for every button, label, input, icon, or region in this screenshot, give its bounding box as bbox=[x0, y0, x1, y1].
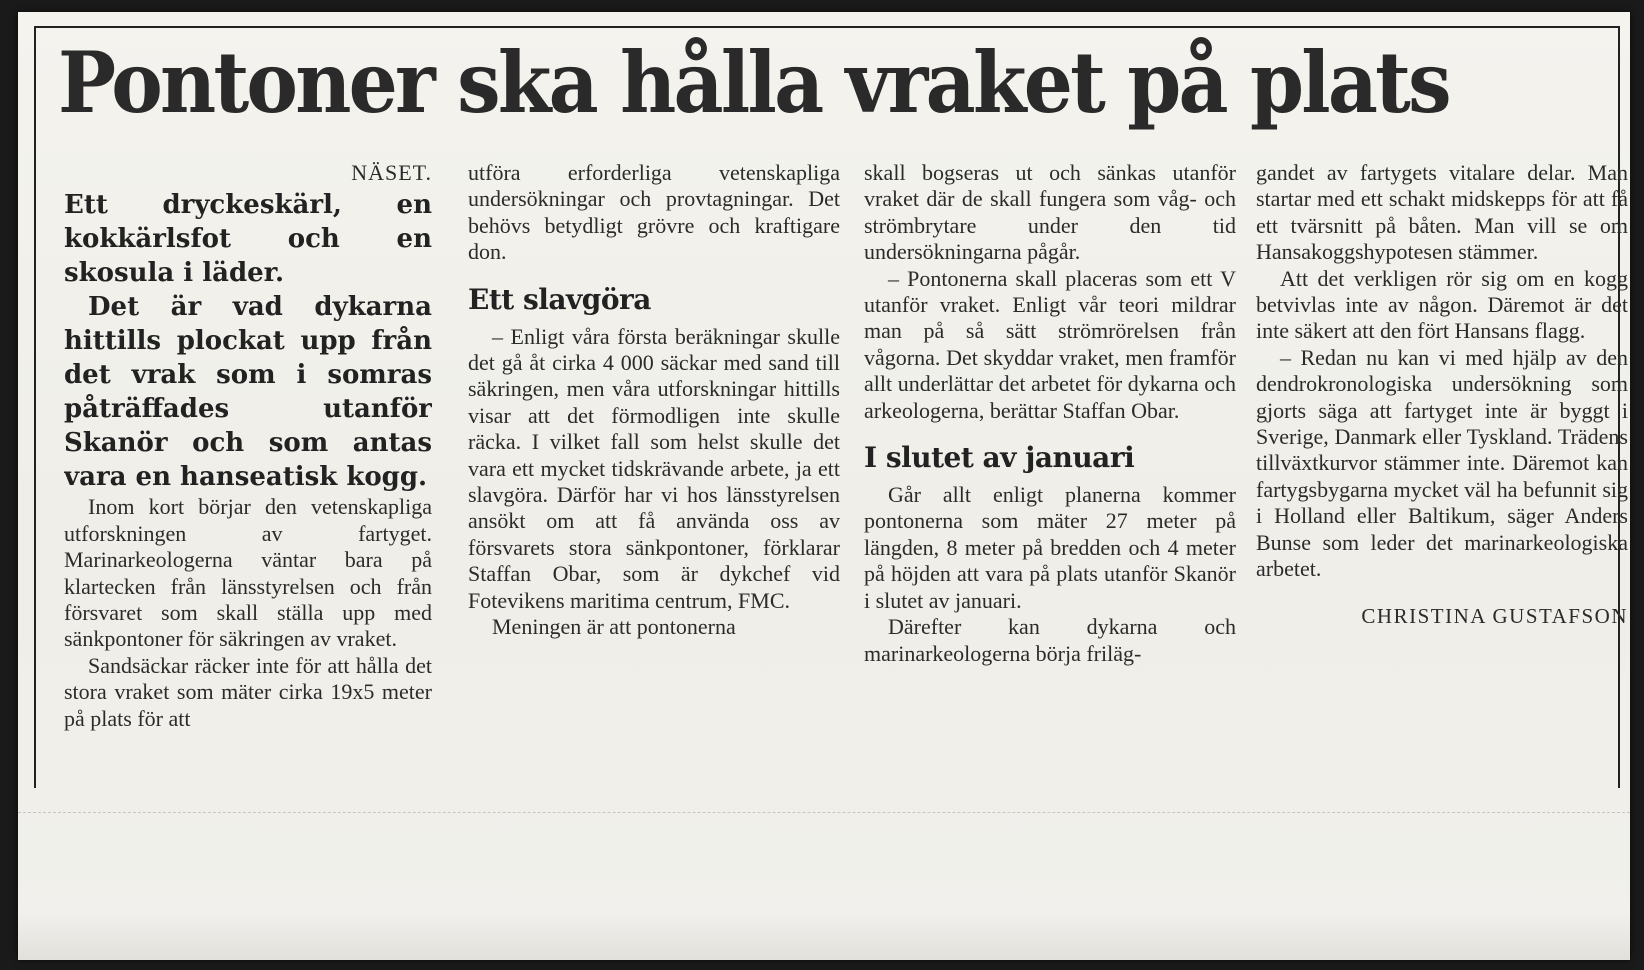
body-paragraph: Sandsäckar räcker inte för att hålla det stora vraket som mäter cirka 19x5 meter på plats för att bbox=[64, 652, 432, 731]
fold-line bbox=[18, 812, 1630, 814]
headline: Pontoner ska hålla vraket på plats bbox=[58, 33, 1449, 132]
lede-paragraph: Det är vad dykarna hittills plockat upp från det vrak som i somras påträffades utanför Skanör och som antas vara en hanseatisk kogg. bbox=[64, 292, 432, 493]
subheading: Ett slavgöra bbox=[468, 282, 651, 316]
body-paragraph: Att det verkligen rör sig om en kogg betvivlas inte av någon. Däremot är det inte säkert att den fört Hansans flagg. bbox=[1256, 265, 1628, 344]
column-1 bbox=[64, 160, 432, 780]
column-4 bbox=[1256, 160, 1628, 780]
paper-shadow bbox=[18, 912, 1630, 960]
article-columns bbox=[44, 160, 1628, 780]
lede-paragraph: Ett dryckeskärl, en kokkärlsfot och en skosula i läder. bbox=[64, 190, 432, 289]
body-paragraph: – Redan nu kan vi med hjälp av den dendrokronologiska undersökning som gjorts säga att fartyget inte är byggt i Sverige, Danmark eller Tyskland. Trädens tillväxtkurvor stämmer inte. Däremot kan fartygsbygarna mycket väl ha befunnit sig i Holland eller Baltikum, säger Anders Bunse som leder det marinarkeologiska arbetet. bbox=[1256, 344, 1628, 582]
newspaper-clipping bbox=[18, 12, 1630, 960]
body-paragraph: – Pontonerna skall placeras som ett V utanför vraket. Enligt vår teori mildrar man på så sätt strömrörelsen från vågorna. Det skyddar vraket, men framför allt underlättar det arbetet för dykarna och arkeologerna, berättar Staffan Obar. bbox=[864, 265, 1236, 423]
body-paragraph: utföra erforderliga vetenskapliga undersökningar och provtagningar. Det behövs betydligt grövre och kraftigare don. bbox=[468, 160, 840, 265]
body-paragraph: Går allt enligt planerna kommer pontonerna som mäter 27 meter på längden, 8 meter på bredden och 4 meter på höjden att vara på plats utanför Skanör i slutet av januari. bbox=[864, 482, 1236, 613]
subheading: I slutet av januari bbox=[864, 441, 1135, 475]
body-paragraph: Därefter kan dykarna och marinarkeologerna börja friläg- bbox=[864, 614, 1236, 666]
dateline: NÄSET. bbox=[351, 160, 432, 185]
body-paragraph: Meningen är att pontonerna bbox=[492, 614, 736, 640]
body-paragraph: – Enligt våra första beräkningar skulle det gå åt cirka 4 000 säckar med sand till säkringen, men våra utforskningar hittills visar att det förmodligen inte skulle räcka. I vilket fall som helst skulle det vara ett mycket tidskrävande arbete, ja ett slavgöra. Därför har vi hos länsstyrelsen ansökt om att få använda oss av försvarets stora sänkpontoner, förklarar Staffan Obar, som är dykchef vid Fotevikens maritima centrum, FMC. bbox=[468, 323, 840, 613]
column-3 bbox=[864, 160, 1236, 780]
body-paragraph: Inom kort börjar den vetenskapliga utforskningen av fartyget. Marinarkeologerna väntar bara på klartecken från länsstyrelsen och från försvaret som skall ställa upp med sänkpontoner för säkringen av vraket. bbox=[64, 494, 432, 652]
column-2 bbox=[468, 160, 840, 780]
byline: CHRISTINA GUSTAFSON bbox=[1361, 603, 1628, 628]
body-paragraph: skall bogseras ut och sänkas utanför vraket där de skall fungera som våg- och strömbrytare under den tid undersökningarna pågår. bbox=[864, 160, 1236, 265]
body-paragraph: gandet av fartygets vitalare delar. Man startar med ett schakt midskepps för att få ett tvärsnitt på båten. Man vill se om Hansakoggshypotesen stämmer. bbox=[1256, 160, 1628, 265]
